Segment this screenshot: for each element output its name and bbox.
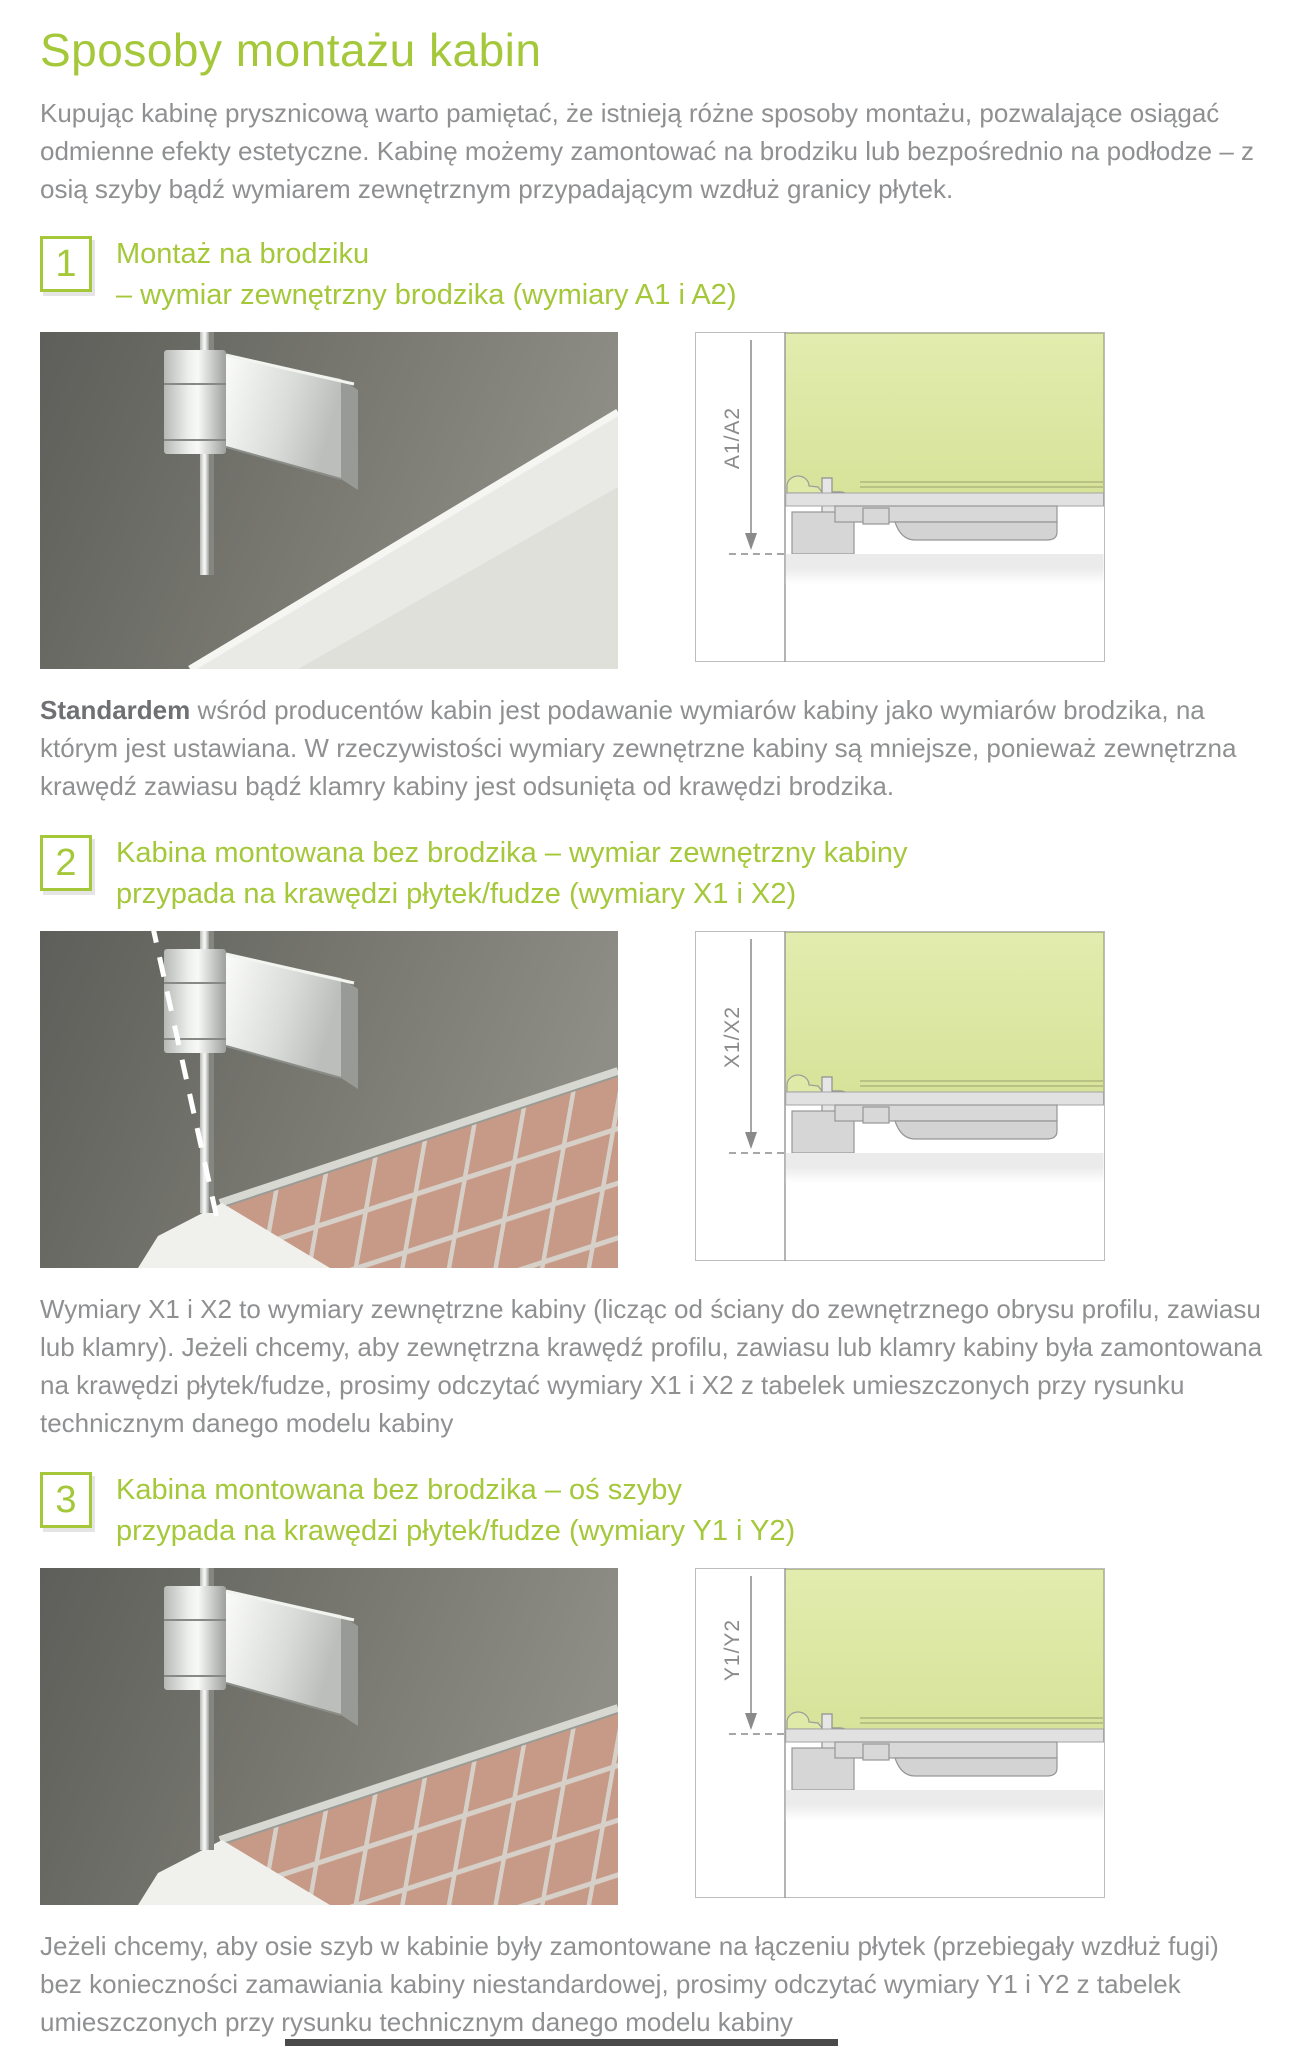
glass-area (785, 1570, 1104, 1730)
bottom-crop-bar (285, 2039, 838, 2046)
section-note: Standardem wśród producentów kabin jest podawanie wymiarów kabiny jako wymiarów brodzika, na którym jest ustawiana. W rzeczywistości wymiary zewnętrzne kabiny są mniejsze, ponieważ zewnętrzna krawędź zawiasu bądź klamry kabiny jest odsunięta od krawędzi brodzika. (40, 695, 1237, 801)
glass-area (785, 933, 1104, 1093)
section-no-tray-glass-axis (40, 1470, 1266, 2041)
heading-line-2: przypada na krawędzi płytek/fudze (wymiary X1 i X2) (116, 878, 797, 910)
hinge-knuckle (164, 1586, 226, 1690)
section-note: Wymiary X1 i X2 to wymiary zewnętrzne kabiny (licząc od ściany do zewnętrznego obrysu profilu, zawiasu lub klamry). Jeżeli chcemy, aby zewnętrzna krawędź profilu, zawiasu lub klamry kabiny była zamontowana na krawędzi płytek/fudze, prosimy odczytać wymiary X1 i X2 z tabelek umieszczonych przy rysunku technicznym danego modelu kabiny (40, 1294, 1263, 1438)
photo-hinge-on-tiles-dashed-axis (40, 931, 618, 1268)
section-note: Jeżeli chcemy, aby osie szyb w kabinie były zamontowane na łączeniu płytek (przebiegały wzdłuż fugi) bez konieczności zamawiania kabiny niestandardowej, prosimy odczytać wymiary Y1 i Y2 z tabelek umieszczonych przy rysunku technicznym danego modelu kabiny (40, 1931, 1219, 2037)
figures-row (40, 1568, 1266, 1905)
dimension-label: A1/A2 (721, 406, 744, 470)
heading-line-1: Kabina montowana bez brodzika – wymiar zewnętrzny kabiny (116, 837, 908, 869)
photo-hinge-on-shower-tray (40, 332, 618, 669)
section-heading (116, 833, 907, 915)
figures-row (40, 332, 1266, 669)
section-heading (116, 234, 736, 316)
floor-band (786, 1729, 1104, 1742)
dimension-label: Y1/Y2 (721, 1618, 744, 1682)
floor-band (786, 1092, 1104, 1105)
photo-hinge-on-tiles (40, 1568, 618, 1905)
section-number-badge: 3 (40, 1472, 92, 1528)
section-header (40, 234, 1266, 316)
dimension-diagram-y1-y2 (695, 1568, 1105, 1898)
heading-line-2: – wymiar zewnętrzny brodzika (wymiary A1 i A2) (116, 279, 737, 311)
note-lead: Standardem (40, 695, 191, 725)
section-number-badge: 2 (40, 835, 92, 891)
floor-band (786, 493, 1104, 506)
section-no-tray-outer-dimension (40, 833, 1266, 1442)
figures-row (40, 931, 1266, 1268)
dimension-diagram-x1-x2 (695, 931, 1105, 1261)
section-header (40, 833, 1266, 915)
glass-area (785, 334, 1104, 494)
dimension-label: X1/X2 (721, 1005, 744, 1069)
section-mount-on-tray (40, 234, 1266, 805)
heading-line-2: przypada na krawędzi płytek/fudze (wymiary Y1 i Y2) (116, 1515, 796, 1547)
section-header (40, 1470, 1266, 1552)
hinge-knuckle (164, 949, 226, 1053)
hinge-knuckle (164, 350, 226, 454)
page-title: Sposoby montażu kabin (40, 24, 542, 76)
intro-paragraph: Kupując kabinę prysznicową warto pamiętać, że istnieją różne sposoby montażu, pozwalające osiągać odmienne efekty estetyczne. Kabinę możemy zamontować na brodziku lub bezpośrednio na podłodze – z osią szyby bądź wymiarem zewnętrznym przypadającym wzdłuż granicy płytek. (40, 98, 1255, 204)
heading-line-1: Montaż na brodziku (116, 238, 370, 270)
dimension-diagram-a1-a2 (695, 332, 1105, 662)
heading-line-1: Kabina montowana bez brodzika – oś szyby (116, 1474, 682, 1506)
section-number-badge: 1 (40, 236, 92, 292)
section-heading (116, 1470, 795, 1552)
